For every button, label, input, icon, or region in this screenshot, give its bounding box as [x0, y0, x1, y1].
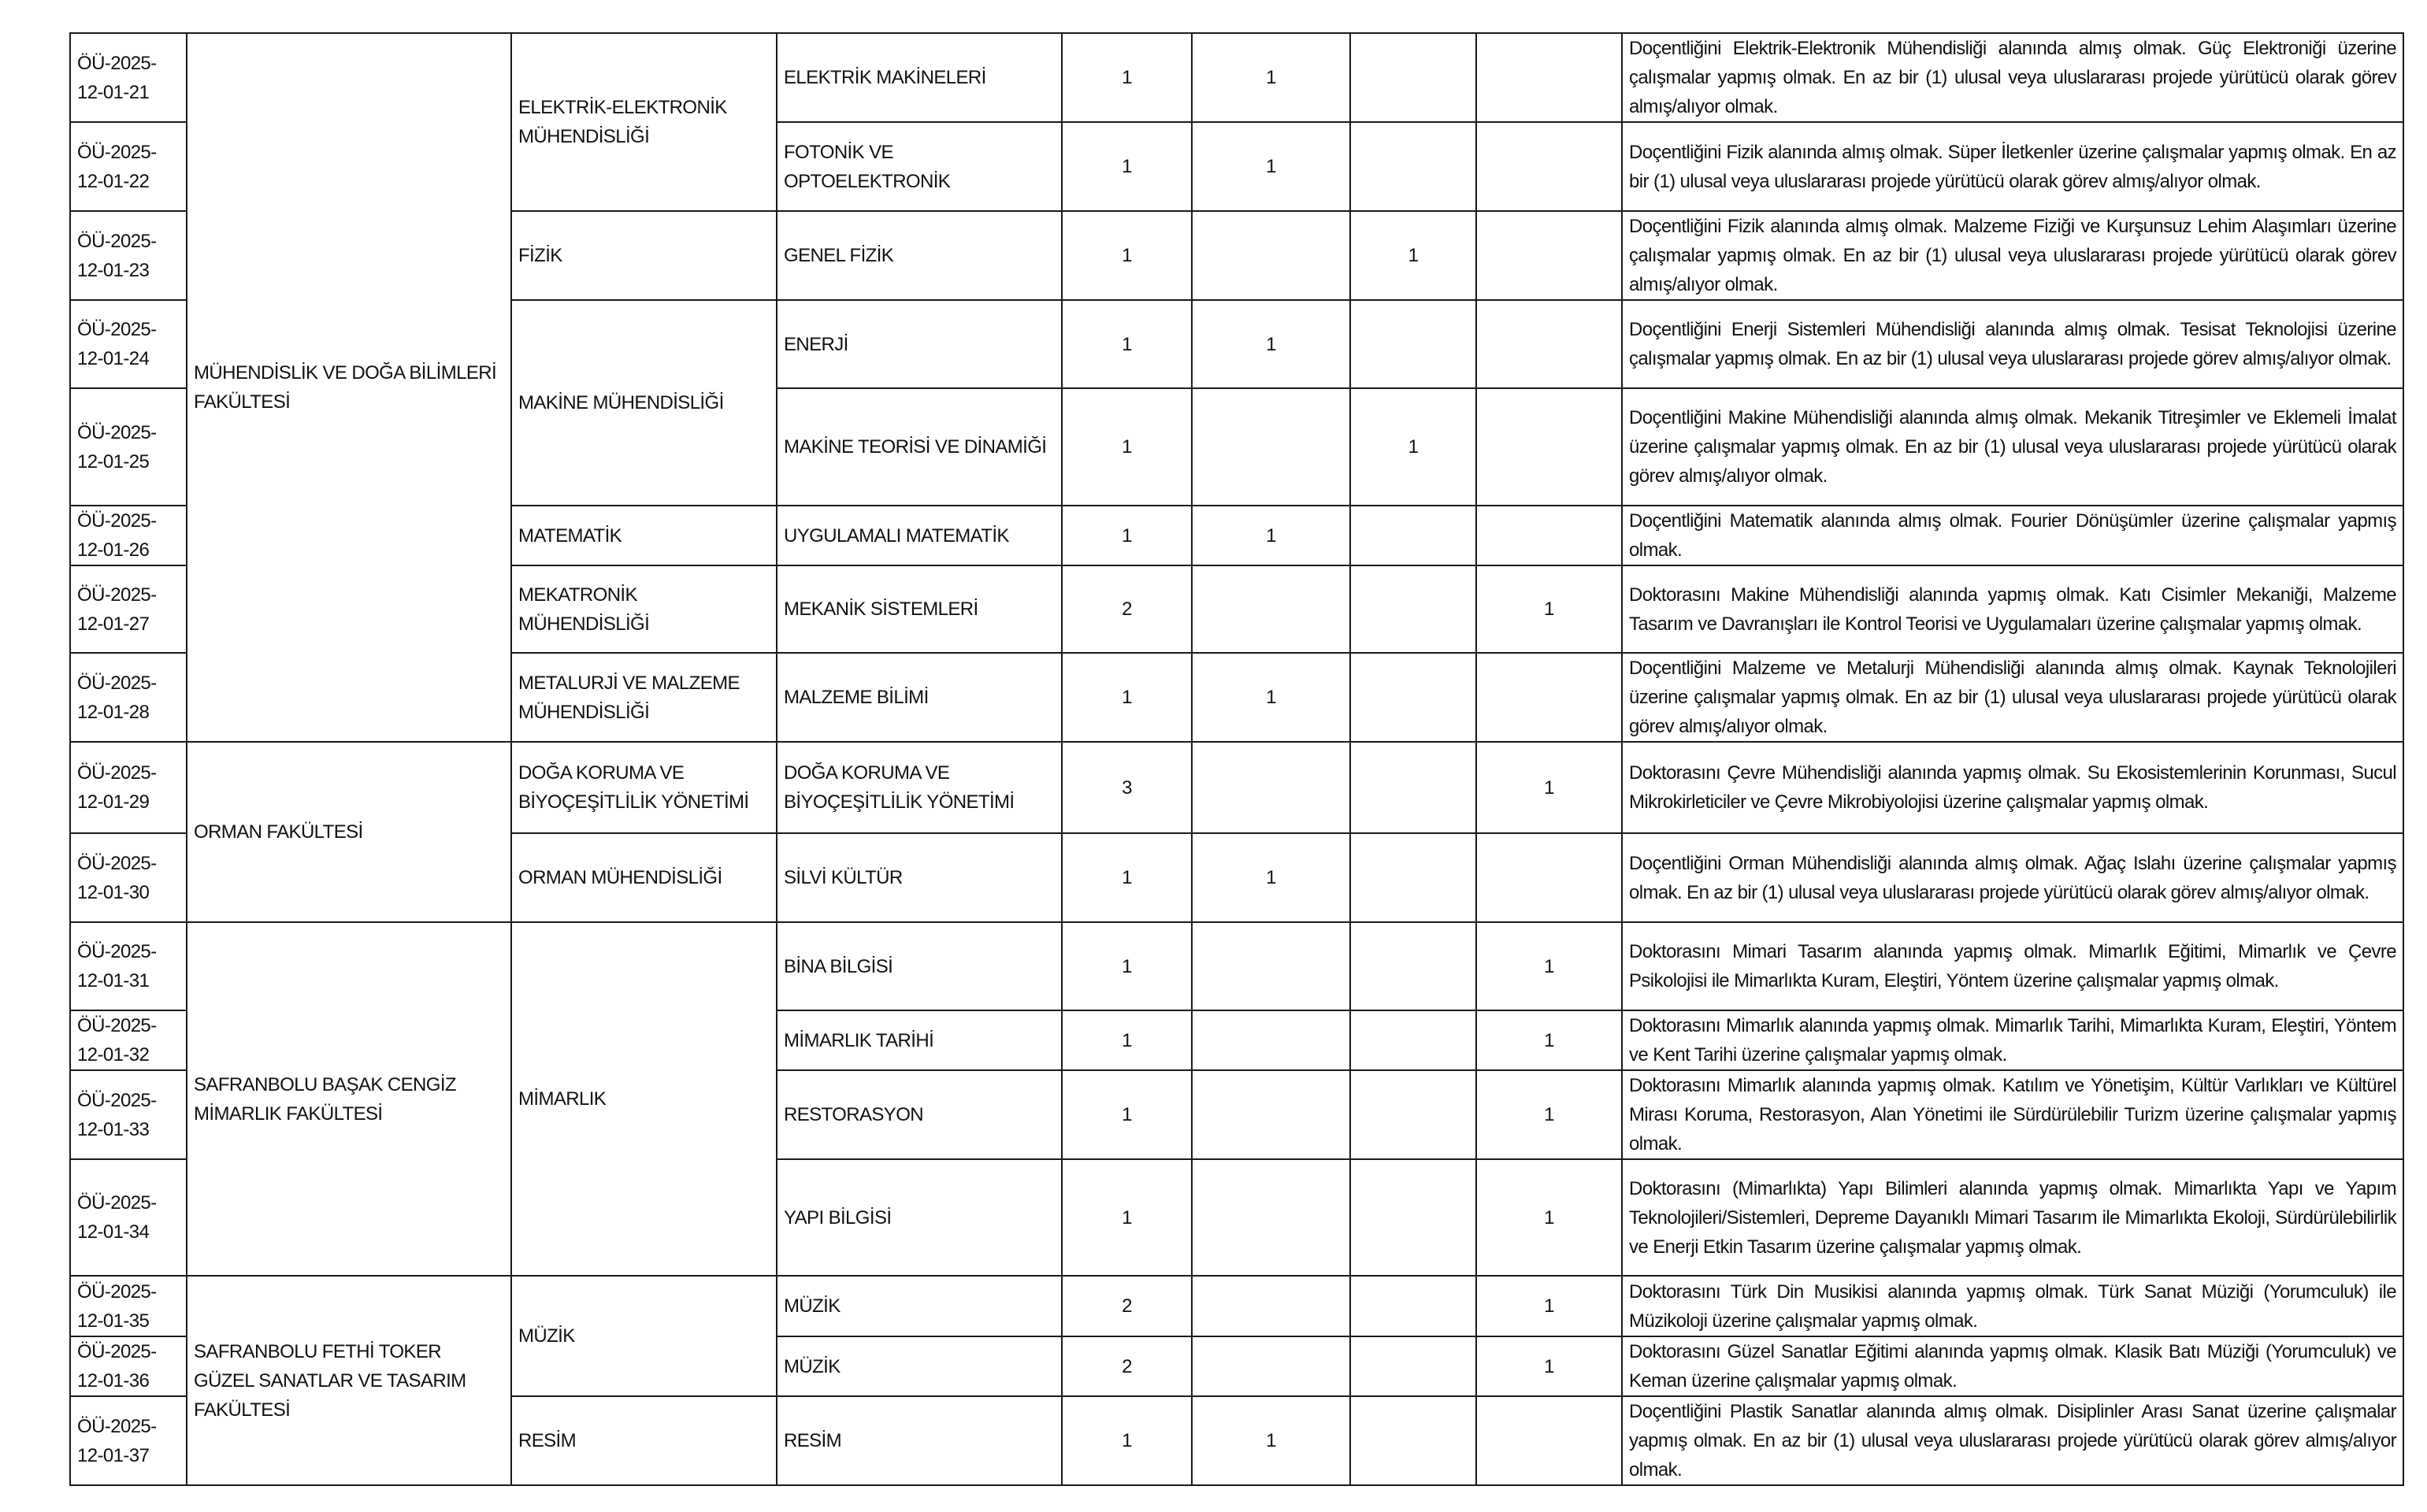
position-code: ÖÜ-2025- 12-01-32	[70, 1010, 187, 1070]
table-row	[70, 33, 2403, 122]
count-cell: 1	[1062, 388, 1192, 506]
requirement-description: Doçentliğini Malzeme ve Metalurji Mühendisliği alanında almış olmak. Kaynak Teknolojileri üzerine çalışmalar yapmış olmak. En az bir (1) ulusal veya uluslararası projede yürütücü olarak görev almış/alıyor olmak.	[1622, 653, 2403, 742]
col-c-cell	[1476, 833, 1622, 922]
col-b-cell	[1350, 742, 1476, 833]
program-cell: DOĞA KORUMA VE BİYOÇEŞİTLİLİK YÖNETİMİ	[777, 742, 1062, 833]
table-row	[70, 742, 2403, 833]
col-b-cell	[1350, 565, 1476, 653]
col-a-cell	[1192, 1276, 1350, 1336]
requirement-description: Doktorasını Türk Din Musikisi alanında yapmış olmak. Türk Sanat Müziği (Yorumculuk) ile Müzikoloji üzerine çalışmalar yapmış olmak.	[1622, 1276, 2403, 1336]
position-code: ÖÜ-2025- 12-01-27	[70, 565, 187, 653]
program-cell: MÜZİK	[777, 1336, 1062, 1396]
col-a-cell: 1	[1192, 506, 1350, 565]
col-b-cell	[1350, 1396, 1476, 1485]
col-c-cell: 1	[1476, 1276, 1622, 1336]
count-cell: 1	[1062, 506, 1192, 565]
department-cell: MATEMATİK	[511, 506, 777, 565]
table-row	[70, 1276, 2403, 1336]
count-cell: 1	[1062, 122, 1192, 211]
col-a-cell	[1192, 211, 1350, 300]
col-a-cell: 1	[1192, 833, 1350, 922]
position-code: ÖÜ-2025- 12-01-25	[70, 388, 187, 506]
faculty-cell: ORMAN FAKÜLTESİ	[187, 742, 511, 922]
col-a-cell	[1192, 388, 1350, 506]
department-cell: MÜZİK	[511, 1276, 777, 1396]
col-a-cell: 1	[1192, 122, 1350, 211]
count-cell: 1	[1062, 1070, 1192, 1159]
position-code: ÖÜ-2025- 12-01-22	[70, 122, 187, 211]
program-cell: ELEKTRİK MAKİNELERİ	[777, 33, 1062, 122]
col-b-cell	[1350, 33, 1476, 122]
department-cell: MAKİNE MÜHENDİSLİĞİ	[511, 300, 777, 506]
col-c-cell: 1	[1476, 1010, 1622, 1070]
department-cell: RESİM	[511, 1396, 777, 1485]
position-code: ÖÜ-2025- 12-01-30	[70, 833, 187, 922]
program-cell: MEKANİK SİSTEMLERİ	[777, 565, 1062, 653]
program-cell: MAKİNE TEORİSİ VE DİNAMİĞİ	[777, 388, 1062, 506]
position-code: ÖÜ-2025- 12-01-21	[70, 33, 187, 122]
position-code: ÖÜ-2025- 12-01-29	[70, 742, 187, 833]
col-c-cell: 1	[1476, 1070, 1622, 1159]
col-b-cell	[1350, 653, 1476, 742]
col-c-cell: 1	[1476, 565, 1622, 653]
department-cell: MİMARLIK	[511, 922, 777, 1276]
program-cell: FOTONİK VE OPTOELEKTRONİK	[777, 122, 1062, 211]
col-a-cell	[1192, 1159, 1350, 1276]
count-cell: 1	[1062, 33, 1192, 122]
col-b-cell	[1350, 1276, 1476, 1336]
col-a-cell	[1192, 1070, 1350, 1159]
col-b-cell	[1350, 1336, 1476, 1396]
position-code: ÖÜ-2025- 12-01-31	[70, 922, 187, 1010]
positions-table	[69, 32, 2404, 1486]
requirement-description: Doçentliğini Fizik alanında almış olmak. Süper İletkenler üzerine çalışmalar yapmış olmak. En az bir (1) ulusal veya uluslararası projede yürütücü olarak görev almış/alıyor olmak.	[1622, 122, 2403, 211]
col-c-cell	[1476, 1396, 1622, 1485]
requirement-description: Doçentliğini Orman Mühendisliği alanında almış olmak. Ağaç Islahı üzerine çalışmalar yapmış olmak. En az bir (1) ulusal veya uluslararası projede yürütücü olarak görev almış/alıyor olmak.	[1622, 833, 2403, 922]
col-c-cell	[1476, 653, 1622, 742]
position-code: ÖÜ-2025- 12-01-24	[70, 300, 187, 388]
department-cell: METALURJİ VE MALZEME MÜHENDİSLİĞİ	[511, 653, 777, 742]
col-b-cell	[1350, 300, 1476, 388]
col-a-cell	[1192, 565, 1350, 653]
col-a-cell	[1192, 1336, 1350, 1396]
col-b-cell: 1	[1350, 388, 1476, 506]
col-a-cell: 1	[1192, 1396, 1350, 1485]
col-b-cell	[1350, 833, 1476, 922]
position-code: ÖÜ-2025- 12-01-34	[70, 1159, 187, 1276]
requirement-description: Doktorasını Çevre Mühendisliği alanında yapmış olmak. Su Ekosistemlerinin Korunması, Sucul Mikrokirleticiler ve Çevre Mikrobiyolojisi üzerine çalışmalar yapmış olmak.	[1622, 742, 2403, 833]
col-b-cell	[1350, 506, 1476, 565]
faculty-cell: MÜHENDİSLİK VE DOĞA BİLİMLERİ FAKÜLTESİ	[187, 33, 511, 742]
col-b-cell	[1350, 1010, 1476, 1070]
count-cell: 3	[1062, 742, 1192, 833]
department-cell: DOĞA KORUMA VE BİYOÇEŞİTLİLİK YÖNETİMİ	[511, 742, 777, 833]
department-cell: FİZİK	[511, 211, 777, 300]
col-c-cell	[1476, 300, 1622, 388]
requirement-description: Doktorasını Güzel Sanatlar Eğitimi alanında yapmış olmak. Klasik Batı Müziği (Yorumculuk) ve Keman üzerine çalışmalar yapmış olmak.	[1622, 1336, 2403, 1396]
count-cell: 1	[1062, 653, 1192, 742]
col-c-cell: 1	[1476, 742, 1622, 833]
position-code: ÖÜ-2025- 12-01-33	[70, 1070, 187, 1159]
count-cell: 1	[1062, 1010, 1192, 1070]
count-cell: 2	[1062, 1336, 1192, 1396]
department-cell: MEKATRONİK MÜHENDİSLİĞİ	[511, 565, 777, 653]
requirement-description: Doçentliğini Matematik alanında almış olmak. Fourier Dönüşümler üzerine çalışmalar yapmış olmak.	[1622, 506, 2403, 565]
col-c-cell	[1476, 33, 1622, 122]
program-cell: UYGULAMALI MATEMATİK	[777, 506, 1062, 565]
count-cell: 1	[1062, 833, 1192, 922]
col-c-cell	[1476, 388, 1622, 506]
col-a-cell	[1192, 922, 1350, 1010]
faculty-cell: SAFRANBOLU FETHİ TOKER GÜZEL SANATLAR VE TASARIM FAKÜLTESİ	[187, 1276, 511, 1485]
requirement-description: Doktorasını Mimarlık alanında yapmış olmak. Mimarlık Tarihi, Mimarlıkta Kuram, Eleştiri, Yöntem ve Kent Tarihi üzerine çalışmalar yapmış olmak.	[1622, 1010, 2403, 1070]
col-c-cell	[1476, 506, 1622, 565]
program-cell: RESTORASYON	[777, 1070, 1062, 1159]
col-b-cell	[1350, 122, 1476, 211]
col-a-cell	[1192, 742, 1350, 833]
col-b-cell	[1350, 922, 1476, 1010]
count-cell: 1	[1062, 1159, 1192, 1276]
program-cell: RESİM	[777, 1396, 1062, 1485]
count-cell: 2	[1062, 1276, 1192, 1336]
program-cell: MİMARLIK TARİHİ	[777, 1010, 1062, 1070]
program-cell: BİNA BİLGİSİ	[777, 922, 1062, 1010]
department-cell: ORMAN MÜHENDİSLİĞİ	[511, 833, 777, 922]
requirement-description: Doktorasını Mimarlık alanında yapmış olmak. Katılım ve Yönetişim, Kültür Varlıkları ve Kültürel Mirası Koruma, Restorasyon, Alan Yönetimi ile Sürdürülebilir Turizm üzerine çalışmalar yapmış olmak.	[1622, 1070, 2403, 1159]
col-c-cell: 1	[1476, 1336, 1622, 1396]
requirement-description: Doçentliğini Elektrik-Elektronik Mühendisliği alanında almış olmak. Güç Elektroniği üzerine çalışmalar yapmış olmak. En az bir (1) ulusal veya uluslararası projede yürütücü olarak görev almış/alıyor olmak.	[1622, 33, 2403, 122]
program-cell: GENEL FİZİK	[777, 211, 1062, 300]
count-cell: 1	[1062, 211, 1192, 300]
position-code: ÖÜ-2025- 12-01-23	[70, 211, 187, 300]
col-c-cell	[1476, 211, 1622, 300]
requirement-description: Doçentliğini Makine Mühendisliği alanında almış olmak. Mekanik Titreşimler ve Eklemeli İmalat üzerine çalışmalar yapmış olmak. En az bir (1) ulusal veya uluslararası projede yürütücü olarak görev almış/alıyor olmak.	[1622, 388, 2403, 506]
position-code: ÖÜ-2025- 12-01-26	[70, 506, 187, 565]
requirement-description: Doçentliğini Plastik Sanatlar alanında almış olmak. Disiplinler Arası Sanat üzerine çalışmalar yapmış olmak. En az bir (1) ulusal veya uluslararası projede yürütücü olarak görev almış/alıyor olmak.	[1622, 1396, 2403, 1485]
count-cell: 1	[1062, 1396, 1192, 1485]
position-code: ÖÜ-2025- 12-01-35	[70, 1276, 187, 1336]
position-code: ÖÜ-2025- 12-01-36	[70, 1336, 187, 1396]
program-cell: SİLVİ KÜLTÜR	[777, 833, 1062, 922]
requirement-description: Doçentliğini Enerji Sistemleri Mühendisliği alanında almış olmak. Tesisat Teknolojisi üzerine çalışmalar yapmış olmak. En az bir (1) ulusal veya uluslararası projede görev almış/alıyor olmak.	[1622, 300, 2403, 388]
col-b-cell: 1	[1350, 211, 1476, 300]
col-a-cell: 1	[1192, 300, 1350, 388]
requirement-description: Doçentliğini Fizik alanında almış olmak. Malzeme Fiziği ve Kurşunsuz Lehim Alaşımları üzerine çalışmalar yapmış olmak. En az bir (1) ulusal veya uluslararası projede yürütücü olarak görev almış/alıyor olmak.	[1622, 211, 2403, 300]
requirement-description: Doktorasını Makine Mühendisliği alanında yapmış olmak. Katı Cisimler Mekaniği, Malzeme Tasarım ve Davranışları ile Kontrol Teorisi ve Uygulamaları üzerine çalışmalar yapmış olmak.	[1622, 565, 2403, 653]
col-a-cell	[1192, 1010, 1350, 1070]
col-a-cell: 1	[1192, 33, 1350, 122]
count-cell: 1	[1062, 922, 1192, 1010]
department-cell: ELEKTRİK-ELEKTRONİK MÜHENDİSLİĞİ	[511, 33, 777, 211]
col-b-cell	[1350, 1070, 1476, 1159]
col-c-cell	[1476, 122, 1622, 211]
table-row	[70, 922, 2403, 1010]
program-cell: MÜZİK	[777, 1276, 1062, 1336]
requirement-description: Doktorasını Mimari Tasarım alanında yapmış olmak. Mimarlık Eğitimi, Mimarlık ve Çevre Psikolojisi ile Mimarlıkta Kuram, Eleştiri, Yöntem üzerine çalışmalar yapmış olmak.	[1622, 922, 2403, 1010]
count-cell: 2	[1062, 565, 1192, 653]
col-a-cell: 1	[1192, 653, 1350, 742]
col-c-cell: 1	[1476, 1159, 1622, 1276]
position-code: ÖÜ-2025- 12-01-37	[70, 1396, 187, 1485]
col-c-cell: 1	[1476, 922, 1622, 1010]
count-cell: 1	[1062, 300, 1192, 388]
requirement-description: Doktorasını (Mimarlıkta) Yapı Bilimleri alanında yapmış olmak. Mimarlıkta Yapı ve Yapım Teknolojileri/Sistemleri, Depreme Dayanıklı Mimari Tasarım ile Mimarlıkta Ekoloji, Sürdürülebilirlik ve Enerji Etkin Tasarım üzerine çalışmalar yapmış olmak.	[1622, 1159, 2403, 1276]
program-cell: YAPI BİLGİSİ	[777, 1159, 1062, 1276]
faculty-cell: SAFRANBOLU BAŞAK CENGİZ MİMARLIK FAKÜLTESİ	[187, 922, 511, 1276]
program-cell: ENERJİ	[777, 300, 1062, 388]
position-code: ÖÜ-2025- 12-01-28	[70, 653, 187, 742]
program-cell: MALZEME BİLİMİ	[777, 653, 1062, 742]
col-b-cell	[1350, 1159, 1476, 1276]
